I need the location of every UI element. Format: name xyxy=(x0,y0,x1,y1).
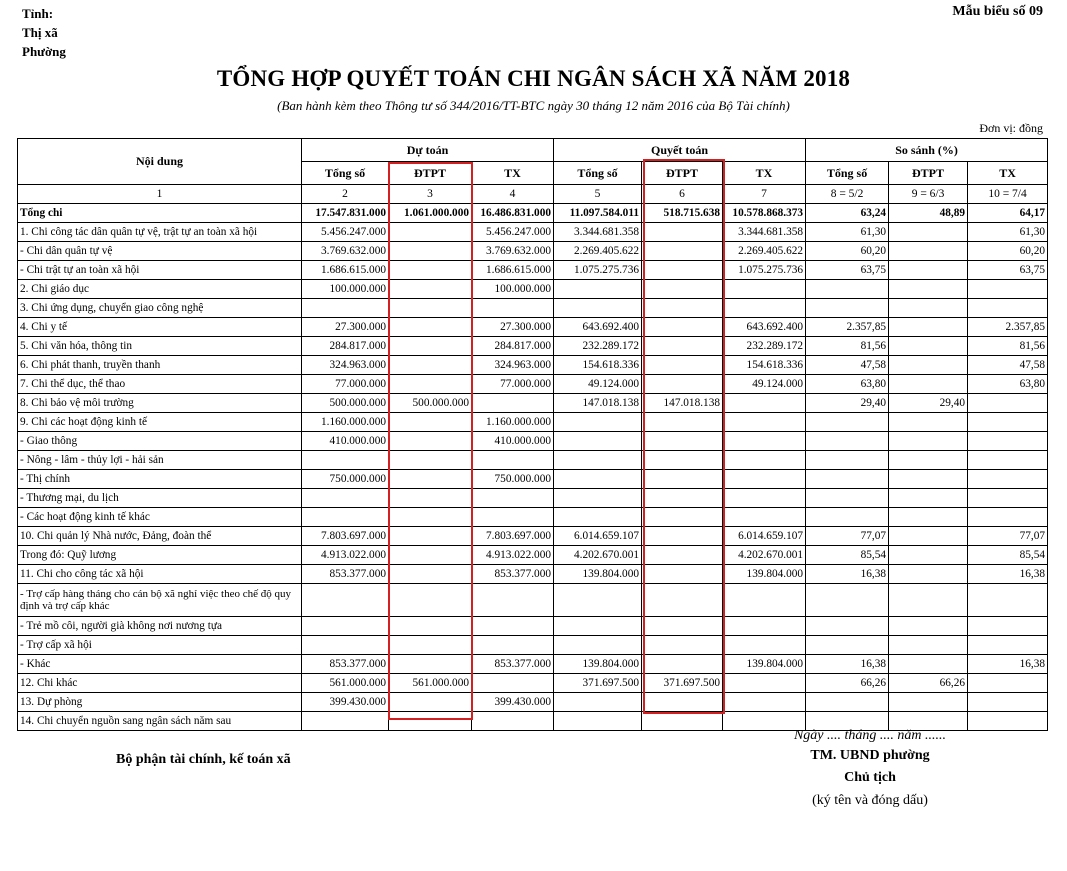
row-value xyxy=(968,693,1048,712)
row-value: 284.817.000 xyxy=(472,337,554,356)
row-value xyxy=(554,432,642,451)
row-value xyxy=(889,299,968,318)
row-value: 561.000.000 xyxy=(389,674,472,693)
table-row xyxy=(18,280,1048,299)
row-label: - Trợ cấp hàng tháng cho cán bộ xã nghỉ việc theo chế độ quy định và trợ cấp khác xyxy=(18,584,302,617)
row-value xyxy=(889,261,968,280)
row-label: 5. Chi văn hóa, thông tin xyxy=(18,337,302,356)
header-settlement-dtpt: ĐTPT xyxy=(642,162,723,185)
row-value xyxy=(472,636,554,655)
row-value: 47,58 xyxy=(968,356,1048,375)
row-value xyxy=(889,636,968,655)
row-value xyxy=(302,508,389,527)
row-value: 63,75 xyxy=(806,261,889,280)
row-value xyxy=(968,617,1048,636)
row-value xyxy=(806,299,889,318)
table-row xyxy=(18,508,1048,527)
row-value: 561.000.000 xyxy=(302,674,389,693)
row-label: - Chi dân quân tự vệ xyxy=(18,242,302,261)
table-row xyxy=(18,394,1048,413)
row-value: 4.202.670.001 xyxy=(554,546,642,565)
row-value xyxy=(554,299,642,318)
row-label: - Nông - lâm - thủy lợi - hải sản xyxy=(18,451,302,470)
row-value: 1.686.615.000 xyxy=(302,261,389,280)
table-row xyxy=(18,318,1048,337)
row-value: 853.377.000 xyxy=(302,655,389,674)
column-index-6: 6 xyxy=(642,185,723,204)
row-value: 81,56 xyxy=(806,337,889,356)
currency-unit: Đơn vị: đồng xyxy=(979,121,1043,135)
row-value xyxy=(889,337,968,356)
column-index-10: 10 = 7/4 xyxy=(968,185,1048,204)
row-value: 61,30 xyxy=(806,223,889,242)
row-label: 14. Chi chuyển nguồn sang ngân sách năm sau xyxy=(18,712,302,731)
header-estimate-dtpt: ĐTPT xyxy=(389,162,472,185)
signature-date: Ngày .... tháng .... năm ...... xyxy=(793,728,947,743)
row-value xyxy=(723,280,806,299)
row-value: 17.547.831.000 xyxy=(302,204,389,223)
row-value: 3.344.681.358 xyxy=(554,223,642,242)
row-label: - Trẻ mồ côi, người già không nơi nương tựa xyxy=(18,617,302,636)
row-value: 284.817.000 xyxy=(302,337,389,356)
row-value xyxy=(472,489,554,508)
table-row xyxy=(18,617,1048,636)
column-index-1: 1 xyxy=(18,185,302,204)
column-index-7: 7 xyxy=(723,185,806,204)
row-value xyxy=(554,280,642,299)
row-value xyxy=(554,712,642,731)
row-value: 139.804.000 xyxy=(554,565,642,584)
table-row xyxy=(18,674,1048,693)
row-value xyxy=(472,508,554,527)
row-value xyxy=(554,470,642,489)
row-value xyxy=(889,432,968,451)
row-value xyxy=(806,432,889,451)
header-settlement-tx: TX xyxy=(723,162,806,185)
row-value xyxy=(723,617,806,636)
row-value xyxy=(554,693,642,712)
row-value: 7.803.697.000 xyxy=(472,527,554,546)
row-value xyxy=(806,617,889,636)
row-value: 77.000.000 xyxy=(302,375,389,394)
row-value: 60,20 xyxy=(806,242,889,261)
row-value xyxy=(723,451,806,470)
row-value xyxy=(554,489,642,508)
row-label: 2. Chi giáo dục xyxy=(18,280,302,299)
row-value: 27.300.000 xyxy=(302,318,389,337)
row-value: 139.804.000 xyxy=(723,565,806,584)
highlight-estimate-dtpt xyxy=(388,162,473,720)
row-value: 643.692.400 xyxy=(723,318,806,337)
row-value xyxy=(723,470,806,489)
row-label: 6. Chi phát thanh, truyền thanh xyxy=(18,356,302,375)
row-value: 147.018.138 xyxy=(554,394,642,413)
table-row xyxy=(18,565,1048,584)
header-comparison-total: Tổng số xyxy=(806,162,889,185)
row-label: 12. Chi khác xyxy=(18,674,302,693)
row-value: 2.269.405.622 xyxy=(723,242,806,261)
row-value: 4.913.022.000 xyxy=(302,546,389,565)
header-comparison: So sánh (%) xyxy=(806,139,1048,162)
row-value: 85,54 xyxy=(806,546,889,565)
row-value: 3.769.632.000 xyxy=(472,242,554,261)
row-value: 16,38 xyxy=(806,565,889,584)
row-value xyxy=(723,299,806,318)
table-row xyxy=(18,242,1048,261)
column-index-3: 3 xyxy=(389,185,472,204)
row-value xyxy=(472,394,554,413)
row-value xyxy=(806,489,889,508)
row-value: 147.018.138 xyxy=(642,394,723,413)
table-row xyxy=(18,299,1048,318)
signature-note: (ký tên và đóng dấu) xyxy=(812,793,928,808)
row-value: 29,40 xyxy=(889,394,968,413)
row-value: 750.000.000 xyxy=(472,470,554,489)
row-value: 49.124.000 xyxy=(554,375,642,394)
row-value xyxy=(806,451,889,470)
row-value xyxy=(723,432,806,451)
row-label: 10. Chi quản lý Nhà nước, Đảng, đoàn thể xyxy=(18,527,302,546)
row-value: 10.578.868.373 xyxy=(723,204,806,223)
row-value: 232.289.172 xyxy=(723,337,806,356)
row-value xyxy=(472,617,554,636)
row-value xyxy=(302,489,389,508)
table-row xyxy=(18,546,1048,565)
row-value: 518.715.638 xyxy=(642,204,723,223)
row-label: - Thị chính xyxy=(18,470,302,489)
column-index-9: 9 = 6/3 xyxy=(889,185,968,204)
row-value: 139.804.000 xyxy=(554,655,642,674)
row-value: 48,89 xyxy=(889,204,968,223)
form-number: Mẫu biểu số 09 xyxy=(952,4,1043,19)
row-value: 750.000.000 xyxy=(302,470,389,489)
row-value xyxy=(302,712,389,731)
row-value: 63,80 xyxy=(806,375,889,394)
header-content: Nội dung xyxy=(18,139,302,185)
row-value: 66,26 xyxy=(806,674,889,693)
row-value: 853.377.000 xyxy=(302,565,389,584)
row-value xyxy=(889,470,968,489)
page-title: TỔNG HỢP QUYẾT TOÁN CHI NGÂN SÁCH XÃ NĂM 2018 xyxy=(216,66,851,91)
row-value xyxy=(723,489,806,508)
row-value xyxy=(806,280,889,299)
header-settlement-total: Tổng số xyxy=(554,162,642,185)
row-value: 399.430.000 xyxy=(472,693,554,712)
row-value xyxy=(968,451,1048,470)
row-value xyxy=(723,636,806,655)
row-value xyxy=(806,584,889,617)
table-row xyxy=(18,413,1048,432)
row-value: 49.124.000 xyxy=(723,375,806,394)
row-value xyxy=(806,693,889,712)
header-comparison-dtpt: ĐTPT xyxy=(889,162,968,185)
row-value xyxy=(723,584,806,617)
page-subtitle: (Ban hành kèm theo Thông tư số 344/2016/TT-BTC ngày 30 tháng 12 năm 2016 của Bộ Tài chính) xyxy=(277,98,790,113)
row-value: 3.769.632.000 xyxy=(302,242,389,261)
row-label: 13. Dự phòng xyxy=(18,693,302,712)
row-value xyxy=(302,636,389,655)
header-estimate-tx: TX xyxy=(472,162,554,185)
row-value: 77,07 xyxy=(806,527,889,546)
table-row xyxy=(18,489,1048,508)
table-row xyxy=(18,432,1048,451)
row-value: 16,38 xyxy=(806,655,889,674)
row-value: 6.014.659.107 xyxy=(723,527,806,546)
table-row xyxy=(18,356,1048,375)
row-label: 9. Chi các hoạt động kinh tế xyxy=(18,413,302,432)
row-value: 63,80 xyxy=(968,375,1048,394)
row-label: 7. Chi thể dục, thể thao xyxy=(18,375,302,394)
row-value: 77,07 xyxy=(968,527,1048,546)
row-value xyxy=(554,584,642,617)
row-value: 1.075.275.736 xyxy=(723,261,806,280)
row-value xyxy=(968,636,1048,655)
row-value: 16,38 xyxy=(968,565,1048,584)
row-value xyxy=(302,617,389,636)
row-value: 7.803.697.000 xyxy=(302,527,389,546)
row-value xyxy=(472,451,554,470)
header-estimate: Dự toán xyxy=(302,139,554,162)
row-value: 63,75 xyxy=(968,261,1048,280)
row-value xyxy=(889,584,968,617)
row-value xyxy=(472,712,554,731)
row-value xyxy=(968,299,1048,318)
row-value: 324.963.000 xyxy=(472,356,554,375)
row-label: 3. Chi ứng dụng, chuyển giao công nghệ xyxy=(18,299,302,318)
row-value: 371.697.500 xyxy=(642,674,723,693)
row-value xyxy=(472,584,554,617)
table-row xyxy=(18,451,1048,470)
row-value xyxy=(889,451,968,470)
table-row xyxy=(18,223,1048,242)
table-row xyxy=(18,204,1048,223)
row-value xyxy=(968,508,1048,527)
row-value xyxy=(723,394,806,413)
row-value xyxy=(642,712,723,731)
row-value: 1.075.275.736 xyxy=(554,261,642,280)
row-value xyxy=(806,413,889,432)
row-value xyxy=(968,394,1048,413)
table-row xyxy=(18,693,1048,712)
column-index-row xyxy=(18,185,1048,204)
row-value: 63,24 xyxy=(806,204,889,223)
row-value: 29,40 xyxy=(806,394,889,413)
row-value: 371.697.500 xyxy=(554,674,642,693)
row-value: 643.692.400 xyxy=(554,318,642,337)
row-value: 500.000.000 xyxy=(389,394,472,413)
table-row xyxy=(18,655,1048,674)
row-value: 324.963.000 xyxy=(302,356,389,375)
row-label: - Thương mại, du lịch xyxy=(18,489,302,508)
row-value xyxy=(889,413,968,432)
table-row xyxy=(18,261,1048,280)
row-value xyxy=(723,674,806,693)
row-value: 154.618.336 xyxy=(554,356,642,375)
row-value: 16.486.831.000 xyxy=(472,204,554,223)
row-value xyxy=(472,674,554,693)
header-comparison-tx: TX xyxy=(968,162,1048,185)
row-value: 60,20 xyxy=(968,242,1048,261)
row-value: 100.000.000 xyxy=(302,280,389,299)
row-value xyxy=(889,242,968,261)
column-index-4: 4 xyxy=(472,185,554,204)
row-value xyxy=(554,451,642,470)
row-value: 16,38 xyxy=(968,655,1048,674)
row-value: 11.097.584.011 xyxy=(554,204,642,223)
row-value xyxy=(302,451,389,470)
row-value: 2.269.405.622 xyxy=(554,242,642,261)
row-value xyxy=(889,693,968,712)
table-row xyxy=(18,584,1048,617)
row-value xyxy=(968,280,1048,299)
row-value: 81,56 xyxy=(968,337,1048,356)
row-value xyxy=(889,508,968,527)
town-label: Thị xã xyxy=(22,25,58,40)
highlight-settlement-dtpt xyxy=(643,159,725,714)
row-value: 1.061.000.000 xyxy=(389,204,472,223)
column-index-5: 5 xyxy=(554,185,642,204)
row-label: 4. Chi y tế xyxy=(18,318,302,337)
row-value xyxy=(968,413,1048,432)
row-label: - Giao thông xyxy=(18,432,302,451)
table-row xyxy=(18,470,1048,489)
row-value: 1.686.615.000 xyxy=(472,261,554,280)
row-value xyxy=(968,489,1048,508)
row-value: 5.456.247.000 xyxy=(302,223,389,242)
row-value xyxy=(968,432,1048,451)
row-value: 232.289.172 xyxy=(554,337,642,356)
row-value: 47,58 xyxy=(806,356,889,375)
row-value xyxy=(554,636,642,655)
header-estimate-total: Tổng số xyxy=(302,162,389,185)
row-value: 61,30 xyxy=(968,223,1048,242)
row-value xyxy=(554,508,642,527)
row-label: Trong đó: Quỹ lương xyxy=(18,546,302,565)
row-value: 6.014.659.107 xyxy=(554,527,642,546)
row-value xyxy=(889,356,968,375)
row-label: 1. Chi công tác dân quân tự vệ, trật tự an toàn xã hội xyxy=(18,223,302,242)
row-value: 1.160.000.000 xyxy=(472,413,554,432)
table-row xyxy=(18,375,1048,394)
row-value: 853.377.000 xyxy=(472,565,554,584)
row-value: 85,54 xyxy=(968,546,1048,565)
row-label: - Khác xyxy=(18,655,302,674)
row-value xyxy=(723,508,806,527)
row-value xyxy=(889,223,968,242)
row-value xyxy=(889,617,968,636)
row-value xyxy=(968,584,1048,617)
row-value xyxy=(889,375,968,394)
row-value xyxy=(968,470,1048,489)
row-value xyxy=(889,546,968,565)
row-value: 500.000.000 xyxy=(302,394,389,413)
row-label: Tổng chi xyxy=(18,204,302,223)
row-label: - Các hoạt động kinh tế khác xyxy=(18,508,302,527)
row-value: 2.357,85 xyxy=(806,318,889,337)
row-value: 399.430.000 xyxy=(302,693,389,712)
row-label: 11. Chi cho công tác xã hội xyxy=(18,565,302,584)
row-value xyxy=(472,299,554,318)
province-label: Tỉnh: xyxy=(22,6,54,21)
row-value xyxy=(968,674,1048,693)
row-value xyxy=(554,413,642,432)
column-index-8: 8 = 5/2 xyxy=(806,185,889,204)
row-value xyxy=(889,527,968,546)
location-block xyxy=(22,4,66,61)
row-value xyxy=(806,508,889,527)
row-value: 4.913.022.000 xyxy=(472,546,554,565)
row-value xyxy=(806,470,889,489)
row-value xyxy=(723,693,806,712)
row-value: 154.618.336 xyxy=(723,356,806,375)
row-value: 853.377.000 xyxy=(472,655,554,674)
row-value: 410.000.000 xyxy=(302,432,389,451)
header-settlement: Quyết toán xyxy=(554,139,806,162)
row-value xyxy=(806,636,889,655)
table-body xyxy=(18,204,1048,731)
row-value: 64,17 xyxy=(968,204,1048,223)
row-value: 139.804.000 xyxy=(723,655,806,674)
row-value xyxy=(968,712,1048,731)
row-value: 77.000.000 xyxy=(472,375,554,394)
row-value xyxy=(889,489,968,508)
row-label: - Chi trật tự an toàn xã hội xyxy=(18,261,302,280)
row-value: 66,26 xyxy=(889,674,968,693)
table-row xyxy=(18,337,1048,356)
row-value xyxy=(302,584,389,617)
row-value xyxy=(889,318,968,337)
signature-title: Chủ tịch xyxy=(844,770,896,785)
row-label: - Trợ cấp xã hội xyxy=(18,636,302,655)
row-value xyxy=(554,617,642,636)
row-label: 8. Chi bảo vệ môi trường xyxy=(18,394,302,413)
row-value xyxy=(889,655,968,674)
row-value: 4.202.670.001 xyxy=(723,546,806,565)
budget-table xyxy=(17,138,1048,731)
table-row xyxy=(18,527,1048,546)
row-value xyxy=(302,299,389,318)
row-value xyxy=(889,280,968,299)
signature-org: TM. UBND phường xyxy=(810,748,930,763)
column-index-2: 2 xyxy=(302,185,389,204)
table-row xyxy=(18,636,1048,655)
row-value xyxy=(889,565,968,584)
row-value xyxy=(723,413,806,432)
row-value: 410.000.000 xyxy=(472,432,554,451)
finance-signature-label: Bộ phận tài chính, kế toán xã xyxy=(116,752,291,767)
row-value: 2.357,85 xyxy=(968,318,1048,337)
row-value: 5.456.247.000 xyxy=(472,223,554,242)
row-value: 100.000.000 xyxy=(472,280,554,299)
row-value: 27.300.000 xyxy=(472,318,554,337)
ward-label: Phường xyxy=(22,44,66,59)
row-value: 3.344.681.358 xyxy=(723,223,806,242)
row-value: 1.160.000.000 xyxy=(302,413,389,432)
